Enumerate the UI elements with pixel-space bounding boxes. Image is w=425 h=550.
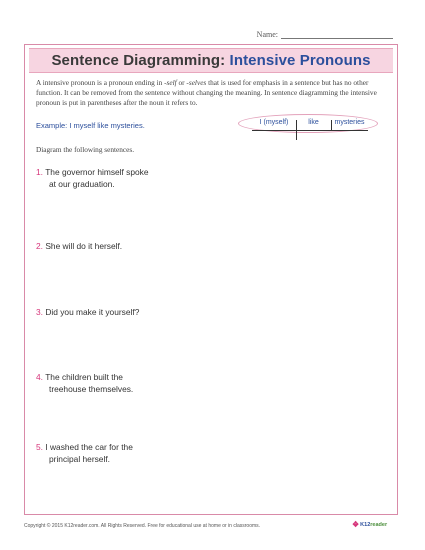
list-item xyxy=(36,306,236,318)
diagram-object: mysteries xyxy=(334,119,365,126)
item-text-line-1: She will do it herself. xyxy=(45,241,123,251)
item-text-line-1: The children built the xyxy=(45,372,123,382)
intro-text-1: A intensive pronoun is a pronoun ending in xyxy=(36,78,163,87)
item-number: 2. xyxy=(36,241,43,251)
item-text-line-2: at our graduation. xyxy=(49,179,115,189)
diagram-subject: I (myself) xyxy=(259,119,289,126)
item-number: 4. xyxy=(36,372,43,382)
title-part-2: Intensive Pronouns xyxy=(229,52,371,69)
example-sentence: Example: I myself like mysteries. xyxy=(36,121,145,130)
item-text-line-2: principal herself. xyxy=(49,454,110,464)
logo-reader: reader xyxy=(370,521,388,528)
list-item xyxy=(36,166,236,190)
item-number: 5. xyxy=(36,442,43,452)
list-item xyxy=(36,441,236,465)
item-number: 1. xyxy=(36,167,43,177)
suffix-selves: -selves xyxy=(186,78,207,87)
list-item xyxy=(36,371,236,395)
diagram-verb: like xyxy=(308,119,319,126)
intro-text-2: or xyxy=(178,78,185,87)
instruction-text: Diagram the following sentences. xyxy=(36,145,135,154)
page-title xyxy=(51,52,370,69)
title-banner xyxy=(29,48,393,73)
name-label: Name: xyxy=(256,30,278,39)
worksheet-frame xyxy=(24,44,398,515)
book-icon: ❖ xyxy=(352,520,360,529)
intro-paragraph xyxy=(36,78,386,108)
item-text-line-1: Did you make it yourself? xyxy=(45,307,140,317)
item-text-line-1: I washed the car for the xyxy=(45,442,133,452)
name-blank-line xyxy=(281,30,393,39)
item-text-line-2: treehouse themselves. xyxy=(49,384,134,394)
logo-k12: K12 xyxy=(360,521,371,528)
k12reader-logo xyxy=(352,520,387,529)
diagram-baseline xyxy=(252,130,368,131)
suffix-self: -self xyxy=(164,78,177,87)
title-part-1: Sentence Diagramming: xyxy=(51,52,226,69)
copyright-footer: Copyright © 2015 K12reader.com. All Rights Reserved. Free for educational use at home or in classrooms. xyxy=(24,523,261,529)
list-item xyxy=(36,240,236,252)
item-text-line-1: The governor himself spoke xyxy=(45,167,149,177)
example-diagram xyxy=(238,114,378,146)
intro-text-3: that is used for emphasis in a sentence but has no other function. It can be removed from the sentence without changing the meaning. In sentence diagramming the intensive pronoun is put in parentheses after the noun it refers to. xyxy=(36,78,377,107)
item-number: 3. xyxy=(36,307,43,317)
name-field xyxy=(257,30,393,39)
